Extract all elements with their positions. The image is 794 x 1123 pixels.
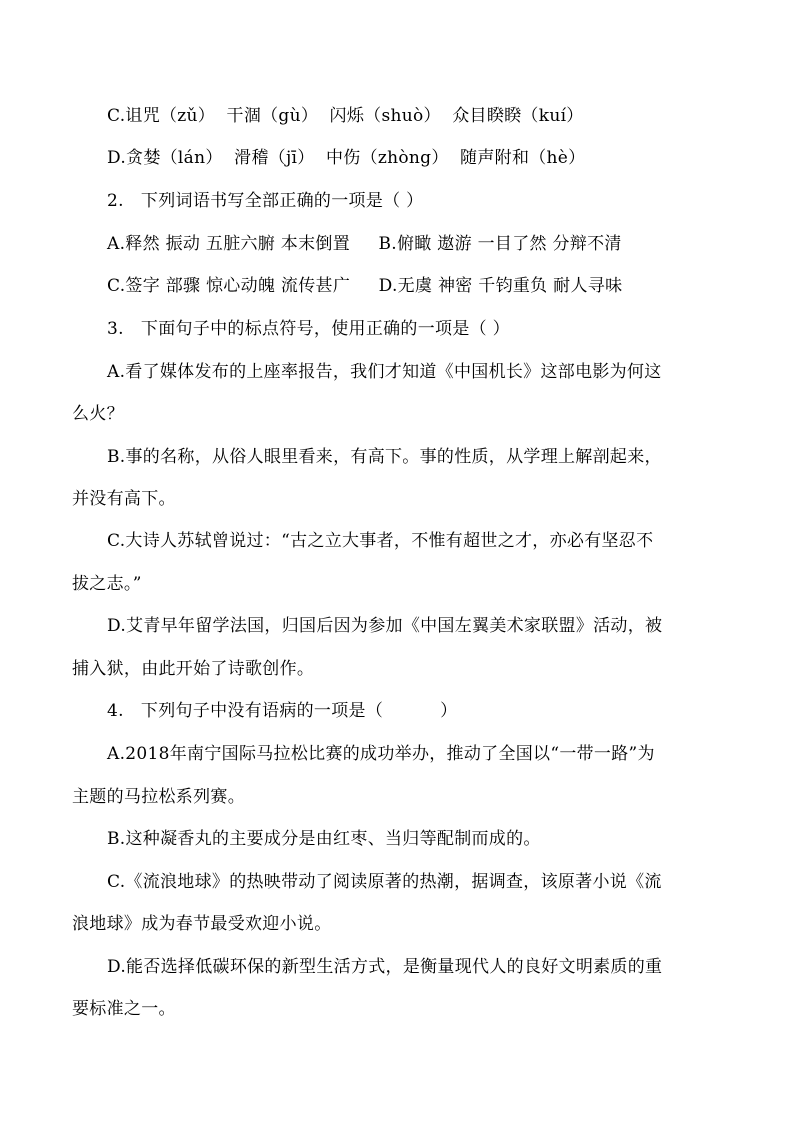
- q2-options-cd: C.签字 部骤 惊心动魄 流传甚广 D.无虞 神密 千钧重负 耐人寻味: [107, 276, 623, 296]
- q3-option-b: B.事的名称，从俗人眼里看来，有高下。事的性质，从学理上解剖起来，: [107, 447, 662, 467]
- q4-option-a-cont: 主题的马拉松系列赛。: [72, 787, 245, 807]
- q4-option-d: D.能否选择低碳环保的新型生活方式，是衡量现代人的良好文明素质的重: [107, 957, 663, 977]
- q3-option-a: A.看了媒体发布的上座率报告，我们才知道《中国机长》这部电影为何这: [107, 362, 662, 382]
- q3-stem: 3. 下面句子中的标点符号，使用正确的一项是（ ）: [107, 319, 510, 339]
- q4-stem: 4. 下列句子中没有语病的一项是（ ）: [107, 701, 458, 721]
- q4-option-b: B.这种凝香丸的主要成分是由红枣、当归等配制而成的。: [107, 829, 541, 849]
- q3-option-b-cont: 并没有高下。: [72, 489, 176, 509]
- q2-options-ab: A.释然 振动 五脏六腑 本末倒置 B.俯瞰 遨游 一目了然 分辩不清: [107, 234, 622, 254]
- q3-option-a-cont: 么火？: [72, 404, 124, 424]
- q4-option-d-cont: 要标准之一。: [72, 999, 176, 1019]
- q1-option-d: D.贪婪（lán） 滑稽（jī） 中伤（zhòng） 随声附和（hè）: [107, 148, 586, 168]
- q4-option-c: C.《流浪地球》的热映带动了阅读原著的热潮，据调查，该原著小说《流: [107, 872, 662, 892]
- q3-option-d-cont: 捕入狱，由此开始了诗歌创作。: [72, 659, 315, 679]
- q3-option-c-cont: 拔之志。”: [72, 574, 142, 594]
- q4-option-a: A.2018年南宁国际马拉松比赛的成功举办，推动了全国以“一带一路”为: [107, 744, 655, 764]
- q3-option-c: C.大诗人苏轼曾说过：“古之立大事者，不惟有超世之才，亦必有坚忍不: [107, 531, 654, 551]
- q4-option-c-cont: 浪地球》成为春节最受欢迎小说。: [72, 914, 332, 934]
- q3-option-d: D.艾青早年留学法国，归国后因为参加《中国左翼美术家联盟》活动，被: [107, 616, 663, 636]
- q2-stem: 2. 下列词语书写全部正确的一项是（ ）: [107, 191, 424, 211]
- q1-option-c: C.诅咒（zǔ） 干涸（gù） 闪烁（shuò） 众目睽睽（kuí）: [107, 106, 584, 126]
